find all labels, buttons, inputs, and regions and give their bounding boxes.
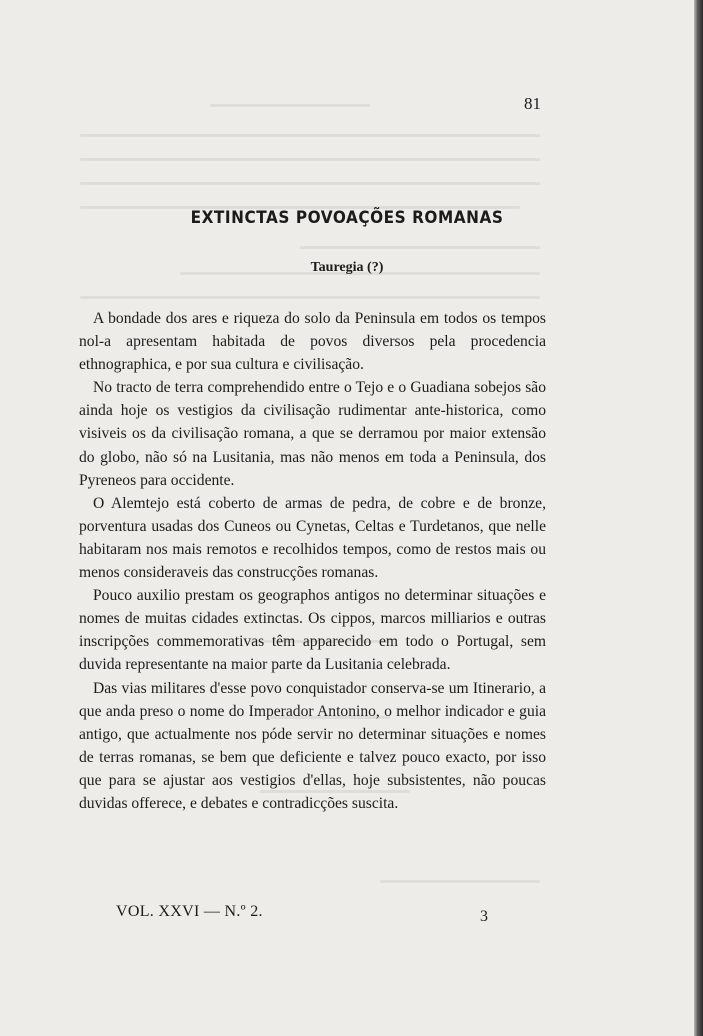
paragraph-4: Pouco auxilio prestam os geographos antigos no determinar situações e nomes de muitas cidades extinctas. Os cippos, marcos milliarios e outras inscripções commemorativas têm apparecido em todo o Portugal, sem duvida representante na maior parte da Lusitania celebrada. <box>79 587 546 674</box>
article-title: EXTINCTAS POVOAÇÕES ROMANAS <box>190 208 504 228</box>
paragraph-2: No tracto de terra comprehendido entre o Tejo e o Guadiana sobejos são ainda hoje os vestigios da civilisação rudimentar ante-historica, como visiveis os da civilisação romana, a que se derramou por maior extensão do globo, não só na Lusitania, mas não menos em toda a Peninsula, dos Pyreneos para occidente. <box>79 379 546 489</box>
article-subtitle: Tauregia (?) <box>310 260 384 275</box>
signature-mark: 3 <box>480 908 488 925</box>
page-number: 81 <box>524 94 541 113</box>
paragraph-3: O Alemtejo está coberto de armas de pedra, de cobre e de bronze, porventura usadas dos Cuneos ou Cynetas, Celtas e Turdetanos, que nelle habitaram nos mais remotos e recolhidos tempos, como de restos mais ou menos consideraveis das construcções romanas. <box>79 494 546 582</box>
volume-footer: VOL. XXVI — N.º 2. <box>116 903 263 920</box>
book-edge <box>694 0 703 1036</box>
article-body <box>79 307 546 815</box>
paragraph-1: A bondade dos ares e riqueza do solo da Peninsula em todos os tempos nol-a apresentam habitada de povos diversos pela procedencia ethnographica, e por sua cultura e civilisação. <box>79 310 546 374</box>
paragraph-5: Das vias militares d'esse povo conquistador conserva-se um Itinerario, a que anda preso o nome do Imperador Antonino, o melhor indicador e guia antigo, que actualmente nos póde servir no determinar situações e nomes de terras romanas, se bem que deficiente e talvez pouco exacto, por isso que para se ajustar aos vestigios d'ellas, hoje subsistentes, não poucas duvidas offerece, e debates e contradicções suscita. <box>79 679 546 812</box>
